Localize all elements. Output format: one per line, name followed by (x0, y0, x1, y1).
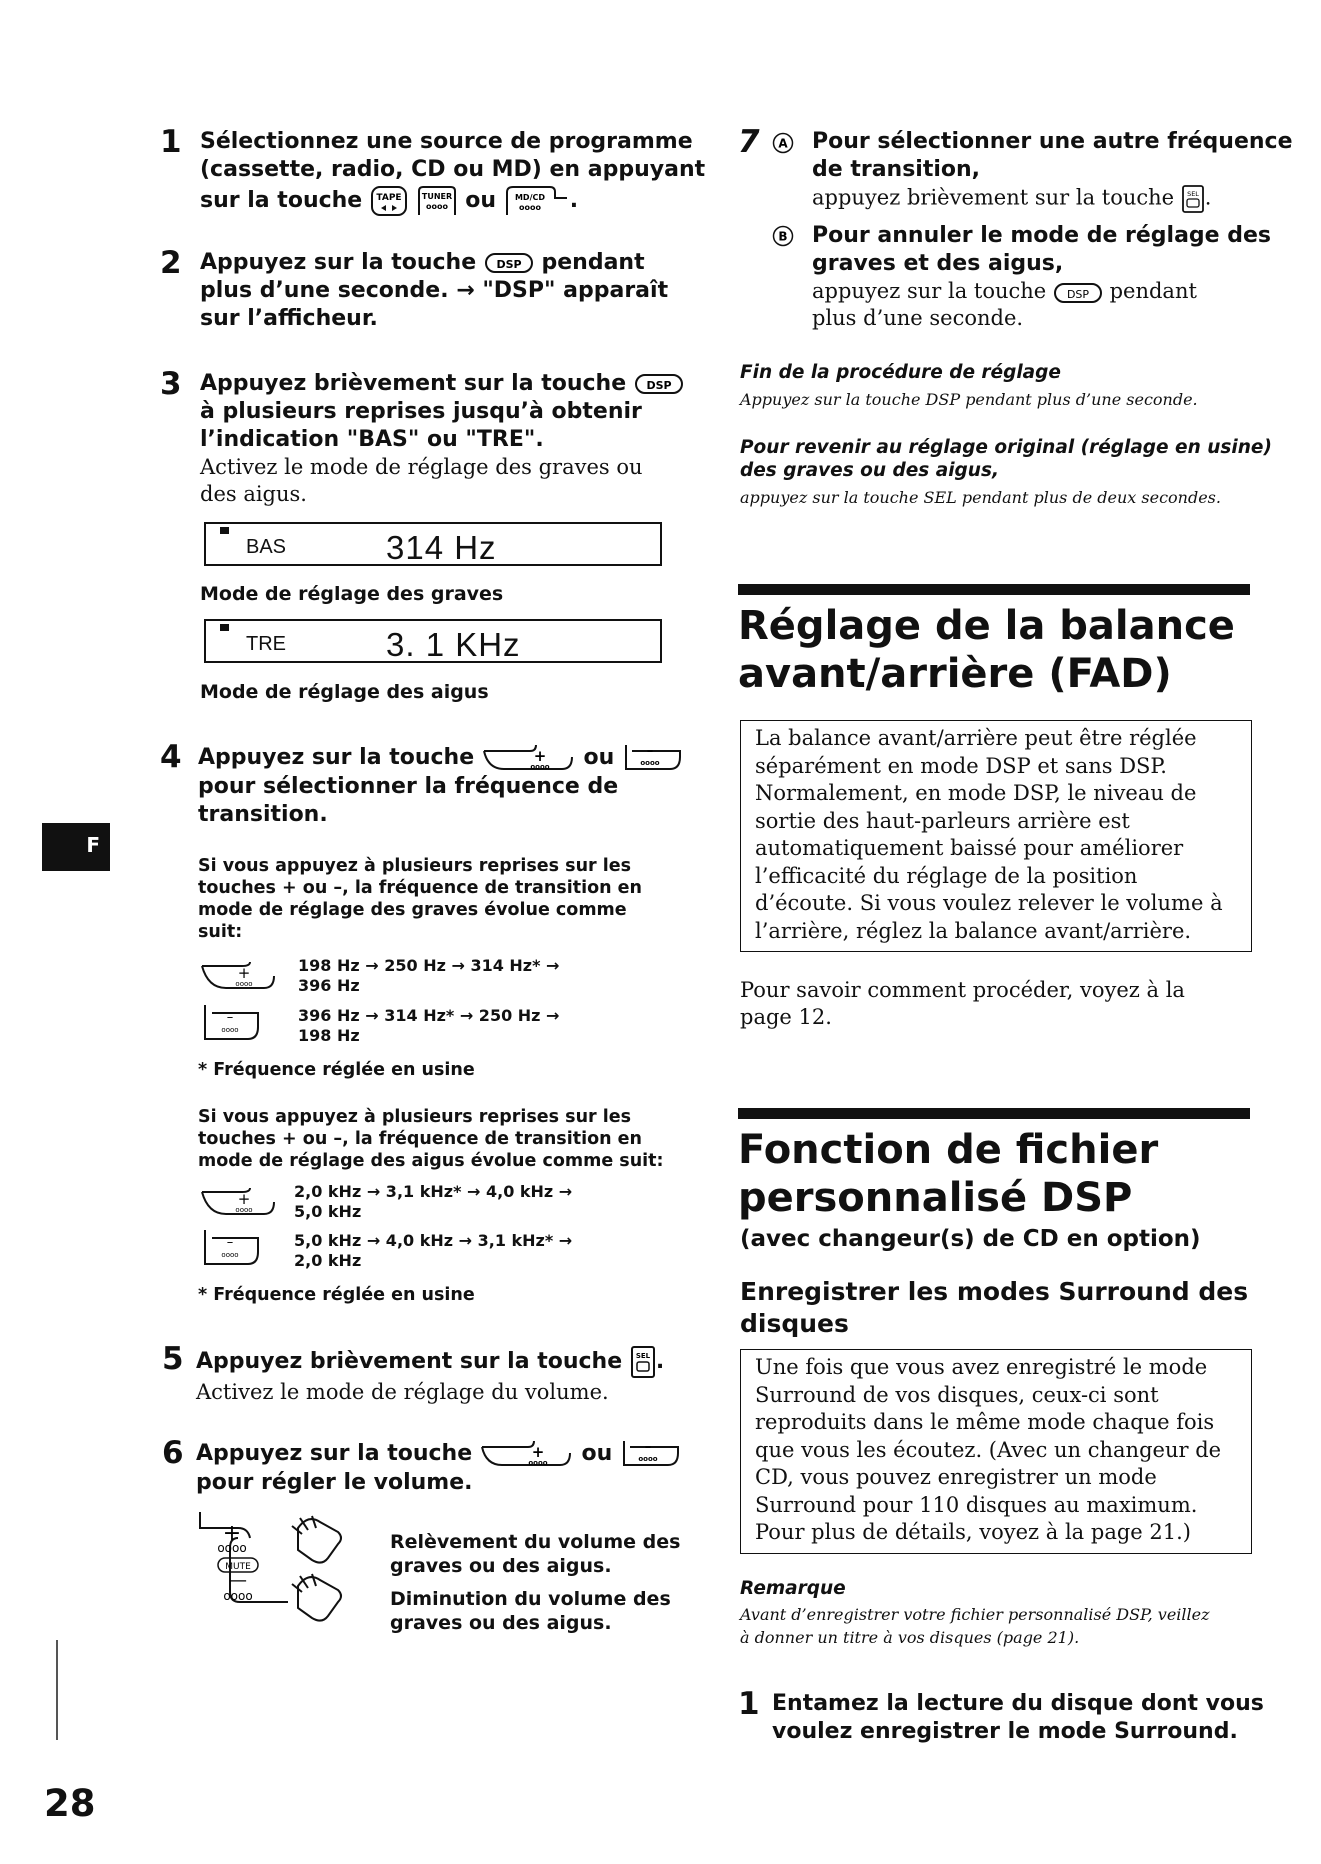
svg-text:oooo: oooo (221, 1251, 239, 1259)
plus-key-icon (200, 1186, 278, 1222)
bass-note-line1: Si vous appuyez à plusieurs reprises sur les (198, 856, 632, 876)
minus-seek-button-icon (622, 743, 684, 773)
step-3-desc1: Activez le mode de réglage des graves ou (200, 455, 643, 479)
side-tab-label: F (86, 833, 100, 857)
step-4-line2: pour sélectionner la fréquence de (198, 774, 619, 799)
step-5-end: . (655, 1349, 665, 1374)
box-line: Surround de vos disques, ceux-ci sont (755, 1382, 1159, 1407)
svg-text:–: – (646, 744, 654, 759)
box-line: automatiquement baissé pour améliorer (755, 836, 1184, 860)
tape-button-icon (370, 184, 408, 218)
treble-note-line2: touches + ou –, la fréquence de transition en (198, 1129, 642, 1149)
svg-text:+: + (531, 1443, 545, 1461)
factory-note-2: * Fréquence réglée en usine (198, 1285, 475, 1305)
treble-seq-up-line2: 5,0 kHz (294, 1202, 362, 1221)
revenir-title-line2: des graves ou des aigus, (740, 460, 999, 481)
step-7a-desc: appuyez brièvement sur la touche (812, 185, 1175, 210)
step-3-line1: Appuyez brièvement sur la touche (200, 371, 627, 396)
subsection-title-line1: Enregistrer les modes Surround des (740, 1277, 1249, 1306)
box-line: Normalement, en mode DSP, le niveau de (755, 781, 1197, 805)
section-title-line2: personnalisé DSP (738, 1175, 1133, 1221)
box-line: séparément en mode DSP et sans DSP. (755, 753, 1167, 778)
step-number: 6 (162, 1435, 184, 1471)
treble-seq-down-line2: 2,0 kHz (294, 1251, 362, 1270)
step-1-line3: sur la touche (200, 188, 363, 213)
step-number: 1 (738, 1686, 760, 1722)
step-number: 7 (738, 124, 760, 160)
step-1-line2: (cassette, radio, CD ou MD) en appuyant (200, 157, 706, 182)
bass-seq-up (298, 956, 559, 996)
step-7a-line2: de transition, (812, 157, 981, 182)
volume-down-line1: Diminution du volume des (390, 1588, 671, 1610)
step-7b-desc2: plus d’une seconde. (812, 306, 1024, 330)
treble-seq-down (294, 1231, 572, 1271)
sel-button-icon (1181, 184, 1205, 214)
dsp-button-icon (1053, 281, 1103, 305)
step-4-ou: ou (583, 745, 615, 770)
step-2-line3: sur l’afficheur. (200, 306, 378, 331)
svg-text:oooo: oooo (425, 202, 448, 211)
treble-seq-up (294, 1182, 572, 1222)
step-1-surround-line1: Entamez la lecture du disque dont vous (772, 1691, 1264, 1716)
svg-text:oooo: oooo (528, 1459, 548, 1467)
box-line: CD, vous pouvez enregistrer un mode (755, 1465, 1157, 1489)
dsp-button-icon (484, 251, 534, 275)
sel-button-icon (630, 1345, 656, 1379)
display-label: BAS (246, 536, 287, 558)
md-cd-button-icon (504, 184, 570, 218)
step-7b-line2: graves et des aigus, (812, 251, 1064, 276)
subsection-title-line2: disques (740, 1309, 849, 1338)
balance-reference (740, 977, 1185, 1031)
svg-text:+: + (237, 964, 251, 982)
svg-text:oooo: oooo (638, 1455, 658, 1463)
svg-text:oooo: oooo (235, 980, 253, 988)
display-treble (204, 619, 662, 663)
step-1-surround-line2: voulez enregistrer le mode Surround. (772, 1719, 1238, 1744)
svg-text:MUTE: MUTE (225, 1562, 251, 1572)
display-value: 3. 1 KHz (386, 626, 521, 663)
box-line: reproduits dans le même mode chaque fois (755, 1410, 1215, 1434)
box-line: sortie des haut-parleurs arrière est (755, 808, 1130, 833)
box-line: Pour plus de détails, voyez à la page 21.) (755, 1520, 1191, 1544)
section-title-line1: Réglage de la balance (738, 603, 1235, 649)
svg-text:DSP: DSP (1066, 287, 1089, 301)
step-7b-desc1b: pendant (1109, 279, 1197, 303)
page-number: 28 (44, 1782, 96, 1825)
svg-text:oooo: oooo (221, 1026, 239, 1034)
step-number: 2 (160, 245, 182, 281)
step-number: 4 (160, 739, 182, 775)
revenir-text: appuyez sur la touche SEL pendant plus de deux secondes. (740, 488, 1221, 507)
volume-up-line1: Relèvement du volume des (390, 1531, 681, 1553)
remarque-line2: à donner un titre à vos disques (page 21). (740, 1628, 1080, 1647)
svg-text:SEL: SEL (1186, 190, 1199, 198)
margin-rule (56, 1640, 58, 1740)
section-subtitle: (avec changeur(s) de CD en option) (740, 1226, 1201, 1252)
step-number: 5 (162, 1341, 184, 1377)
display-value: 314 Hz (386, 529, 497, 566)
box-line: d’écoute. Si vous voulez relever le volume à (755, 891, 1223, 915)
dsp-button-icon (634, 372, 684, 396)
subsection-title (740, 1276, 1248, 1340)
minus-key-icon (202, 1228, 264, 1268)
svg-text:SEL: SEL (635, 1352, 650, 1360)
display-label: TRE (246, 633, 286, 655)
factory-note-1: * Fréquence réglée en usine (198, 1060, 475, 1080)
svg-text:—: — (229, 1570, 247, 1591)
volume-up-line2: graves ou des aigus. (390, 1555, 612, 1577)
svg-text:oooo: oooo (223, 1589, 253, 1603)
remarque-title: Remarque (740, 1578, 846, 1599)
remarque-text (740, 1603, 1210, 1649)
treble-note (198, 1106, 664, 1172)
svg-text:TUNER: TUNER (421, 192, 452, 201)
step-3-line2: à plusieurs reprises jusqu’à obtenir (200, 399, 642, 424)
surround-info-box (740, 1349, 1252, 1554)
step-2-line2: plus d’une seconde. → "DSP" apparaît (200, 278, 669, 303)
bass-seq-up-line1: 198 Hz → 250 Hz → 314 Hz* → (298, 956, 560, 975)
circle-b-icon (772, 225, 794, 247)
section-title-line1: Fonction de fichier (738, 1127, 1159, 1173)
step-1-end: . (569, 188, 579, 213)
svg-text:–: – (644, 1440, 652, 1455)
display-bass-caption: Mode de réglage des graves (200, 583, 504, 605)
tuner-button-icon (416, 184, 458, 218)
volume-down-line2: graves ou des aigus. (390, 1612, 612, 1634)
volume-down-text (390, 1587, 671, 1635)
bass-seq-down-line2: 198 Hz (298, 1026, 360, 1045)
svg-text:–: – (226, 1010, 234, 1025)
section-rule (738, 1108, 1250, 1119)
remarque-line1: Avant d’enregistrer votre fichier personnalisé DSP, veillez (740, 1605, 1210, 1624)
svg-text:oooo: oooo (217, 1541, 247, 1555)
svg-text:+: + (237, 1190, 251, 1208)
volume-up-text (390, 1530, 680, 1578)
indicator-mark (220, 527, 229, 534)
plus-seek-button-icon (482, 743, 576, 773)
step-2-line1b: pendant (541, 250, 645, 275)
bass-seq-down-line1: 396 Hz → 314 Hz* → 250 Hz → (298, 1006, 560, 1025)
svg-text:+: + (533, 747, 547, 765)
minus-seek-button-icon (620, 1439, 682, 1469)
treble-note-line3: mode de réglage des aigus évolue comme suit: (198, 1151, 664, 1171)
box-line: Une fois que vous avez enregistré le mode (755, 1355, 1208, 1379)
step-number: 3 (160, 366, 182, 402)
plus-key-icon (200, 960, 278, 996)
revenir-title-line1: Pour revenir au réglage original (réglage en usine) (740, 437, 1272, 458)
minus-key-icon (202, 1003, 264, 1043)
circle-a-icon (772, 132, 794, 154)
step-3-line3: l’indication "BAS" ou "TRE". (200, 427, 544, 452)
svg-text:–: – (226, 1235, 234, 1250)
section-title-balance (738, 602, 1235, 698)
bass-note (198, 855, 642, 943)
box-line: que vous les écoutez. (Avec un changeur de (755, 1437, 1222, 1462)
svg-text:oooo: oooo (530, 763, 550, 771)
svg-text:B: B (778, 229, 788, 244)
svg-text:oooo: oooo (640, 759, 660, 767)
svg-text:oooo: oooo (235, 1206, 253, 1214)
bass-seq-up-line2: 396 Hz (298, 976, 360, 995)
box-line: l’arrière, réglez la balance avant/arrière. (755, 918, 1192, 943)
step-1-ou: ou (465, 188, 497, 213)
svg-text:DSP: DSP (496, 258, 522, 271)
fin-title: Fin de la procédure de réglage (740, 362, 1061, 383)
fin-text: Appuyez sur la touche DSP pendant plus d’une seconde. (740, 390, 1198, 409)
step-3-desc2: des aigus. (200, 482, 307, 506)
side-tab (42, 823, 110, 871)
section-title-fichier (738, 1126, 1158, 1222)
step-6-line2: pour régler le volume. (196, 1470, 473, 1495)
box-line: Surround pour 110 disques au maximum. (755, 1492, 1198, 1517)
volume-control-illustration (198, 1508, 378, 1628)
step-6-line1: Appuyez sur la touche (196, 1441, 473, 1466)
step-5-desc: Activez le mode de réglage du volume. (196, 1380, 609, 1404)
plus-seek-button-icon (480, 1439, 574, 1469)
step-1-line1: Sélectionnez une source de programme (200, 129, 693, 154)
step-4-line1: Appuyez sur la touche (198, 745, 475, 770)
section-title-line2: avant/arrière (FAD) (738, 651, 1172, 697)
revenir-title (740, 436, 1272, 482)
treble-seq-up-line1: 2,0 kHz → 3,1 kHz* → 4,0 kHz → (294, 1182, 573, 1201)
treble-note-line1: Si vous appuyez à plusieurs reprises sur les (198, 1107, 632, 1127)
bass-seq-down (298, 1006, 559, 1046)
step-number: 1 (160, 124, 182, 160)
step-2-line1a: Appuyez sur la touche (200, 250, 477, 275)
bass-note-line3: mode de réglage des graves évolue comme (198, 900, 627, 920)
step-7a-line1: Pour sélectionner une autre fréquence (812, 129, 1293, 154)
bass-note-line4: suit: (198, 922, 243, 942)
step-7b-desc1a: appuyez sur la touche (812, 279, 1047, 303)
step-6-ou: ou (581, 1441, 613, 1466)
display-bass (204, 522, 662, 566)
step-4-line3: transition. (198, 802, 328, 827)
step-7b-line1: Pour annuler le mode de réglage des (812, 223, 1272, 248)
svg-text:A: A (778, 136, 788, 151)
treble-seq-down-line1: 5,0 kHz → 4,0 kHz → 3,1 kHz* → (294, 1231, 573, 1250)
step-7a-end: . (1204, 185, 1212, 210)
svg-text:+: + (222, 1521, 242, 1546)
step-5-line1: Appuyez brièvement sur la touche (196, 1349, 623, 1374)
svg-text:MD/CD: MD/CD (514, 193, 545, 202)
box-line: l’efficacité du réglage de la position (755, 863, 1138, 888)
indicator-mark (220, 624, 229, 631)
box-line: La balance avant/arrière peut être réglée (755, 726, 1197, 750)
svg-text:DSP: DSP (646, 379, 672, 392)
svg-text:TAPE: TAPE (376, 193, 402, 203)
balance-reference-line1: Pour savoir comment procéder, voyez à la (740, 978, 1185, 1002)
balance-info-box (740, 720, 1252, 952)
display-treble-caption: Mode de réglage des aigus (200, 681, 489, 703)
balance-reference-line2: page 12. (740, 1005, 832, 1029)
section-rule (738, 584, 1250, 595)
svg-text:oooo: oooo (518, 203, 541, 212)
bass-note-line2: touches + ou –, la fréquence de transition en (198, 878, 642, 898)
